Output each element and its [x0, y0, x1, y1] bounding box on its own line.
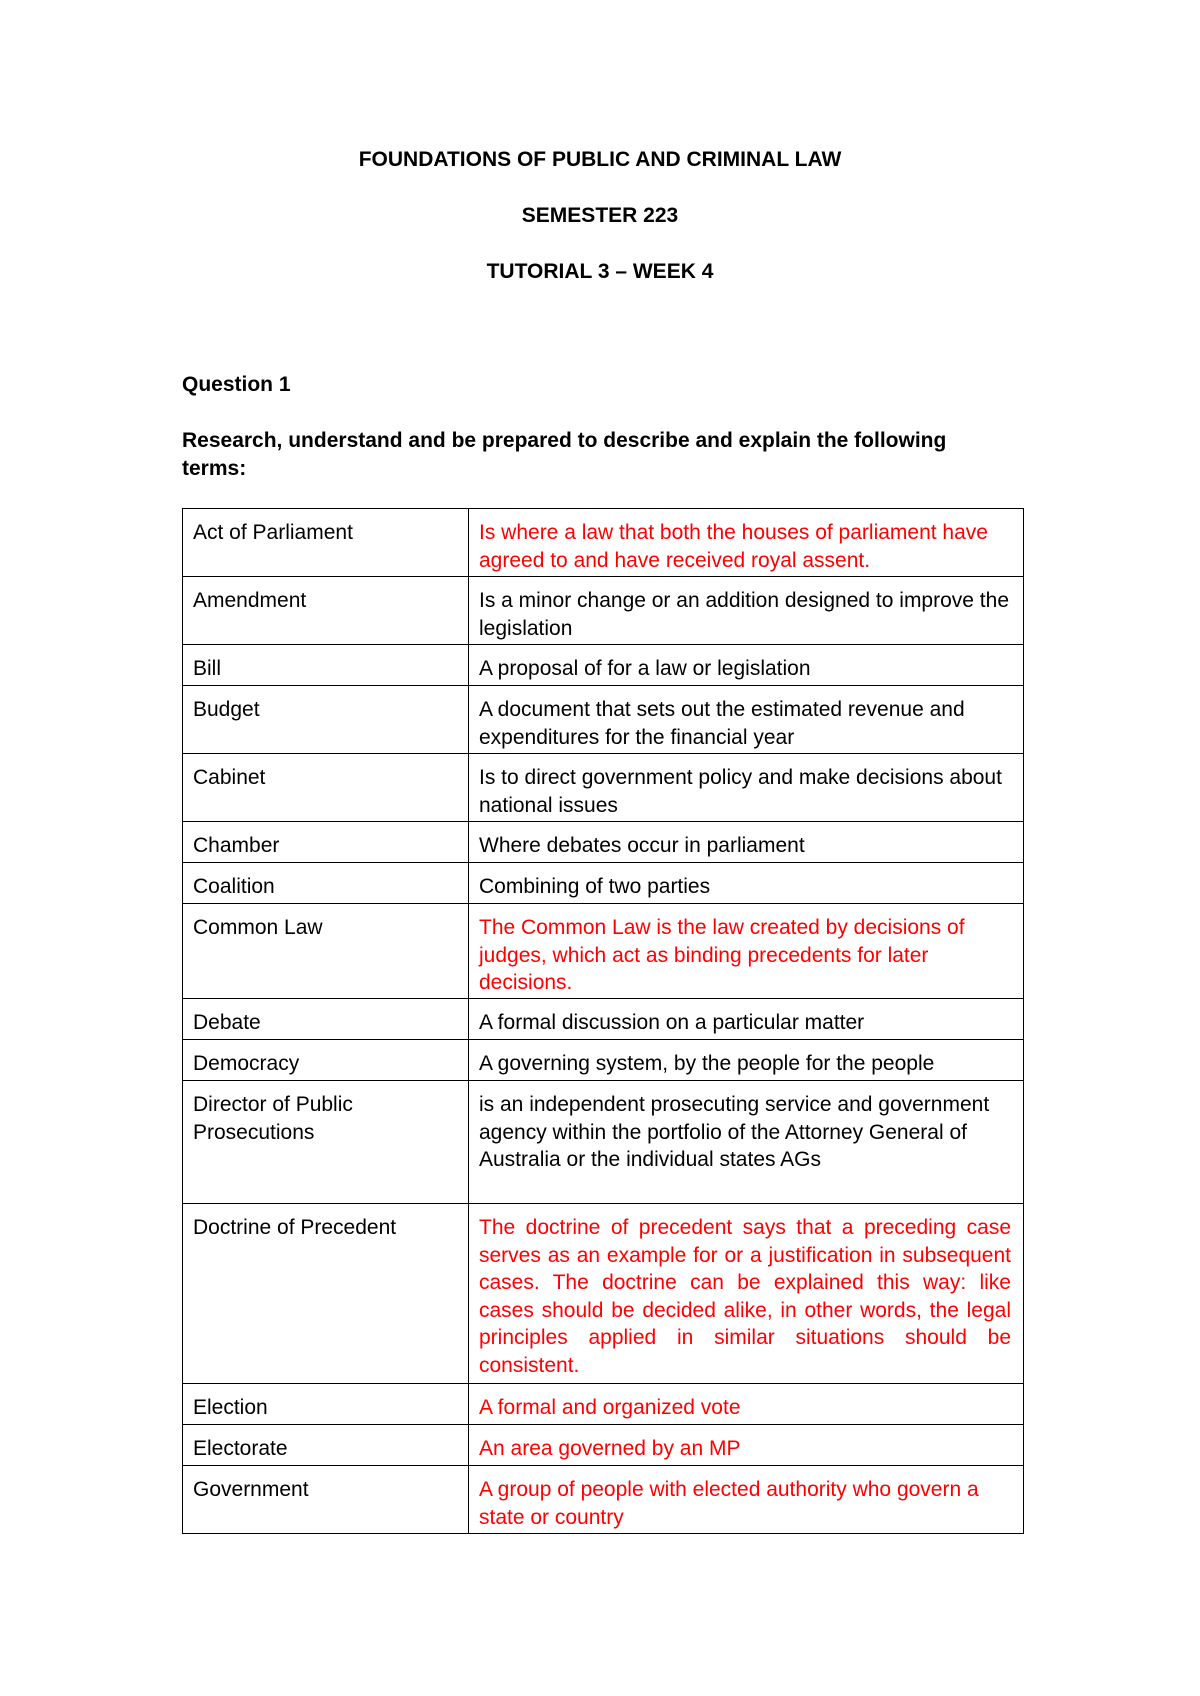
table-row: [183, 754, 1024, 822]
definition-cell: A formal discussion on a particular matter: [469, 999, 1024, 1040]
table-row: [183, 904, 1024, 999]
term-cell: Democracy: [183, 1040, 469, 1081]
definition-cell: A formal and organized vote: [469, 1384, 1024, 1425]
term-cell: Act of Parliament: [183, 509, 469, 577]
semester-heading: SEMESTER 223: [521, 204, 679, 227]
term-cell: Government: [183, 1466, 469, 1534]
table-row: [183, 863, 1024, 904]
table-row: [183, 1425, 1024, 1466]
terms-table: [182, 508, 1024, 1534]
definition-cell: The Common Law is the law created by decisions of judges, which act as binding precedents for later decisions.: [469, 904, 1024, 999]
table-row: [183, 1466, 1024, 1534]
table-row: [183, 822, 1024, 863]
definition-cell: A document that sets out the estimated revenue and expenditures for the financial year: [469, 686, 1024, 754]
definition-cell: The doctrine of precedent says that a preceding case serves as an example for or a justification in subsequent cases. The doctrine can be explained this way: like cases should be decided alike, in other words, the legal principles applied in similar situations should be consistent.: [469, 1204, 1024, 1384]
definition-cell: is an independent prosecuting service and government agency within the portfolio of the Attorney General of Australia or the individual states AGs: [469, 1081, 1024, 1204]
table-row: [183, 1040, 1024, 1081]
term-cell: Debate: [183, 999, 469, 1040]
definition-cell: Is a minor change or an addition designed to improve the legislation: [469, 577, 1024, 645]
term-cell: Budget: [183, 686, 469, 754]
table-row: [183, 1204, 1024, 1384]
tutorial-heading: TUTORIAL 3 – WEEK 4: [486, 260, 714, 283]
table-row: [183, 645, 1024, 686]
term-cell: Coalition: [183, 863, 469, 904]
term-cell: Chamber: [183, 822, 469, 863]
definition-cell: A proposal of for a law or legislation: [469, 645, 1024, 686]
definition-cell: Is where a law that both the houses of parliament have agreed to and have received royal assent.: [469, 509, 1024, 577]
document-title: FOUNDATIONS OF PUBLIC AND CRIMINAL LAW: [358, 148, 842, 171]
term-cell: Cabinet: [183, 754, 469, 822]
term-cell: Doctrine of Precedent: [183, 1204, 469, 1384]
definition-cell: Where debates occur in parliament: [469, 822, 1024, 863]
table-row: [183, 686, 1024, 754]
definition-cell: Is to direct government policy and make decisions about national issues: [469, 754, 1024, 822]
table-row: [183, 1081, 1024, 1204]
term-cell: Amendment: [183, 577, 469, 645]
term-cell: Electorate: [183, 1425, 469, 1466]
table-row: [183, 577, 1024, 645]
definition-cell: Combining of two parties: [469, 863, 1024, 904]
table-row: [183, 509, 1024, 577]
table-row: [183, 1384, 1024, 1425]
term-cell: Election: [183, 1384, 469, 1425]
term-cell: Bill: [183, 645, 469, 686]
question-label: Question 1: [182, 373, 291, 396]
table-row: [183, 999, 1024, 1040]
question-prompt: Research, understand and be prepared to describe and explain the following terms:: [182, 429, 947, 480]
definition-cell: A group of people with elected authority who govern a state or country: [469, 1466, 1024, 1534]
term-cell: Director of Public Prosecutions: [183, 1081, 469, 1204]
definition-cell: An area governed by an MP: [469, 1425, 1024, 1466]
definition-cell: A governing system, by the people for the people: [469, 1040, 1024, 1081]
term-cell: Common Law: [183, 904, 469, 999]
